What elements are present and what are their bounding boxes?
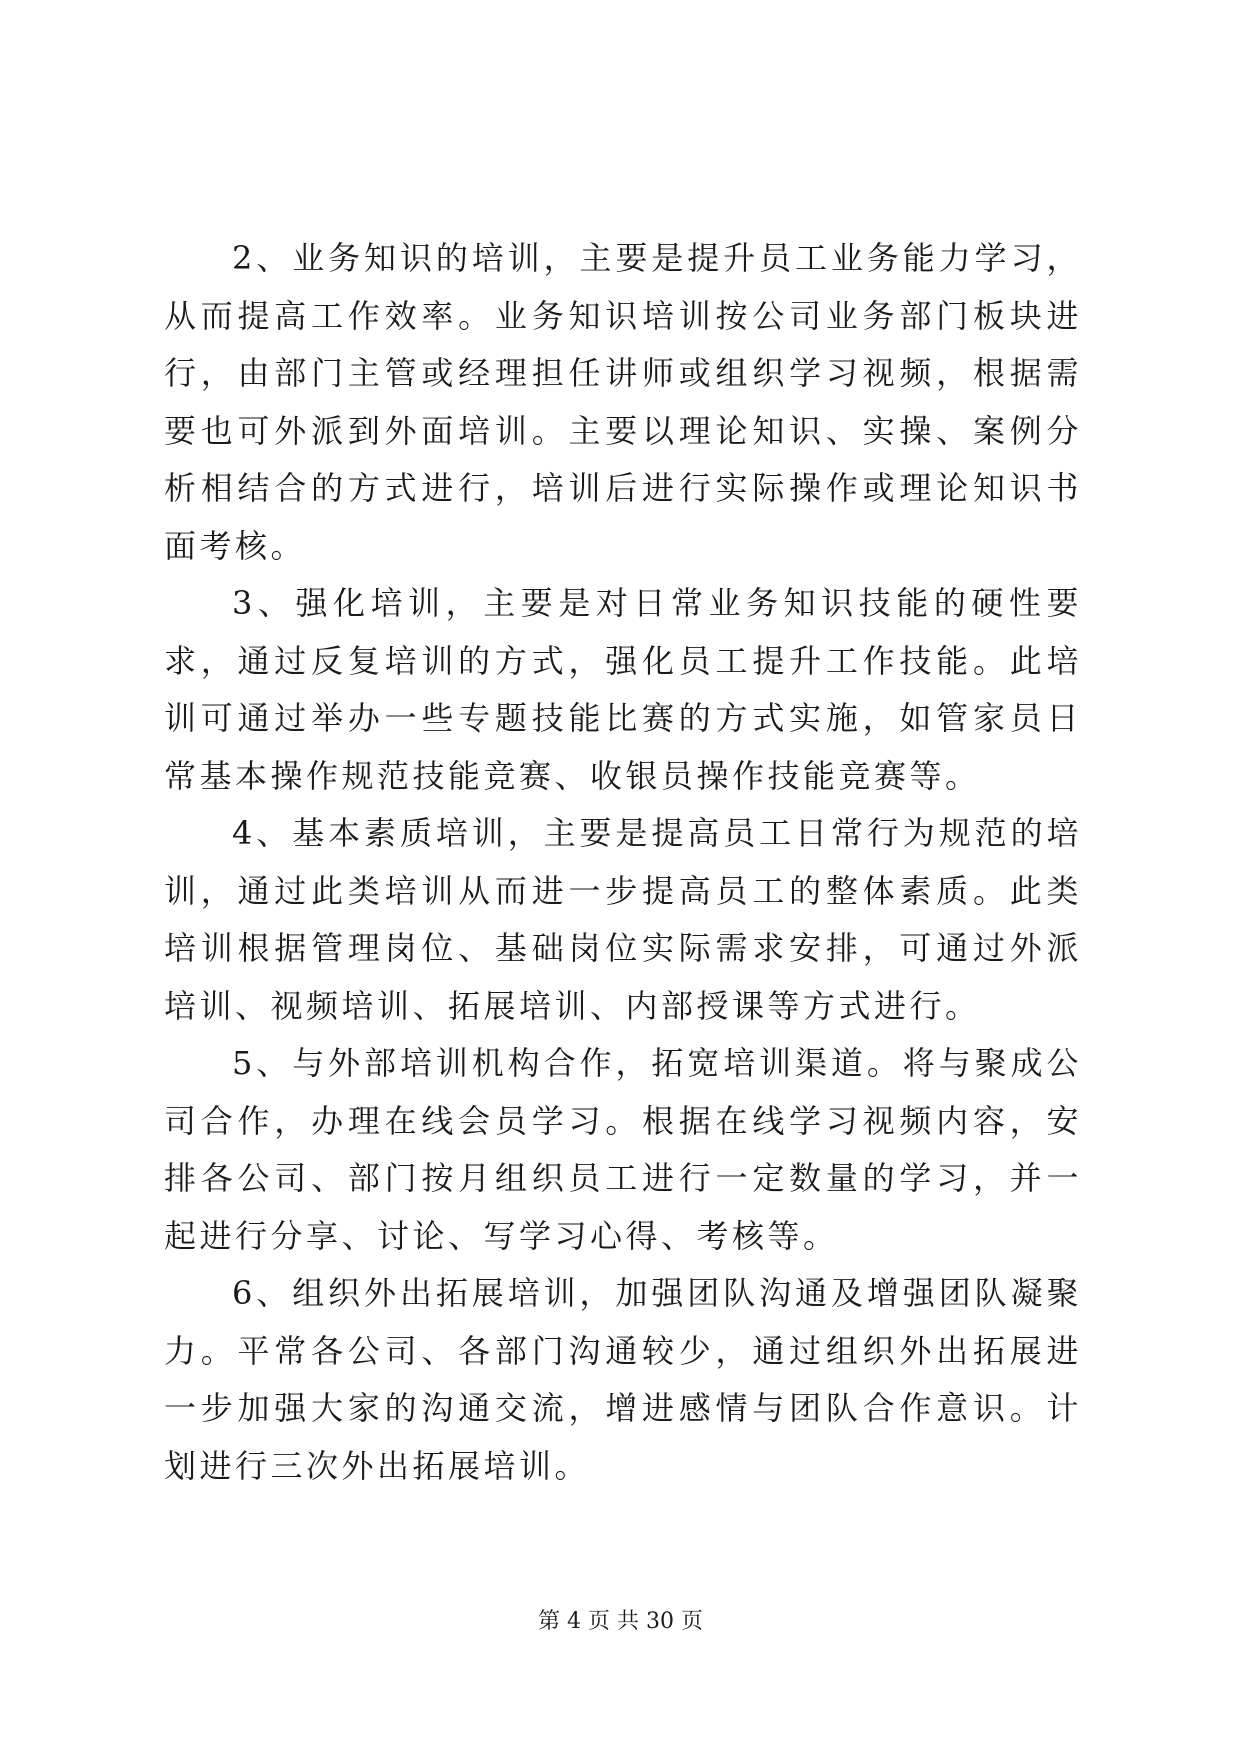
document-body <box>164 230 1082 1495</box>
paragraph-3: 3、强化培训，主要是对日常业务知识技能的硬性要求，通过反复培训的方式，强化员工提升工作技能。此培训可通过举办一些专题技能比赛的方式实施，如管家员日常基本操作规范技能竞赛、收银员操作技能竞赛等。 <box>164 584 1082 795</box>
paragraph-4: 4、基本素质培训，主要是提高员工日常行为规范的培训，通过此类培训从而进一步提高员工的整体素质。此类培训根据管理岗位、基础岗位实际需求安排，可通过外派培训、视频培训、拓展培训、内部授课等方式进行。 <box>164 814 1082 1025</box>
paragraph-6: 6、组织外出拓展培训，加强团队沟通及增强团队凝聚力。平常各公司、各部门沟通较少，通过组织外出拓展进一步加强大家的沟通交流，增进感情与团队合作意识。计划进行三次外出拓展培训。 <box>164 1274 1082 1485</box>
paragraph-2: 2、业务知识的培训，主要是提升员工业务能力学习，从而提高工作效率。业务知识培训按公司业务部门板块进行，由部门主管或经理担任讲师或组织学习视频，根据需要也可外派到外面培训。主要以理论知识、实操、案例分析相结合的方式进行，培训后进行实际操作或理论知识书面考核。 <box>164 239 1082 565</box>
paragraph-5: 5、与外部培训机构合作，拓宽培训渠道。将与聚成公司合作，办理在线会员学习。根据在线学习视频内容，安排各公司、部门按月组织员工进行一定数量的学习，并一起进行分享、讨论、写学习心得、考核等。 <box>164 1044 1082 1255</box>
page-footer: 第 4 页 共 30 页 <box>538 1609 703 1634</box>
